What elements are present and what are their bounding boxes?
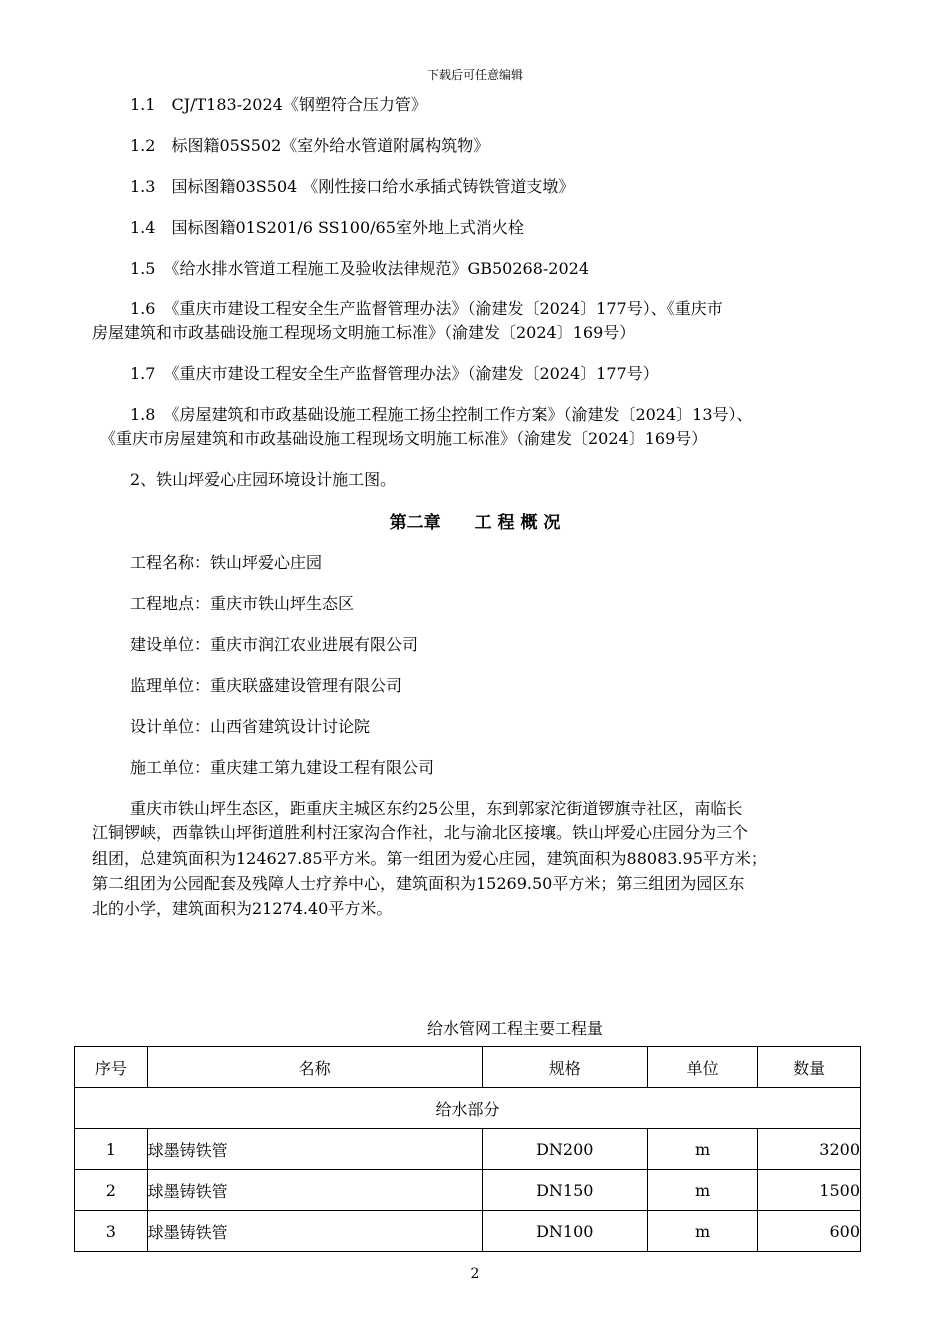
quantity-table — [74, 1046, 861, 1252]
row-spec: DN200 — [482, 1129, 647, 1170]
row-unit: m — [647, 1211, 757, 1252]
project-owner: 建设单位：重庆市润江农业进展有限公司 — [130, 635, 419, 654]
project-name: 工程名称：铁山坪爱心庄园 — [130, 553, 323, 572]
description-line: 重庆市铁山坪生态区，距重庆主城区东约25公里，东到郭家沱街道锣旗寺社区，南临长 — [130, 799, 743, 818]
row-qty: 3200 — [758, 1129, 861, 1170]
row-no: 2 — [75, 1170, 148, 1211]
reference-1-5: 1.5 《给水排水管道工程施工及验收法律规范》GB50268-2024 — [130, 259, 590, 278]
description-line: 北的小学，建筑面积为21274.40平方米。 — [92, 899, 393, 918]
row-unit: m — [647, 1170, 757, 1211]
description-line: 江铜锣峡，西靠铁山坪街道胜利村汪家沟合作社，北与渝北区接壤。铁山坪爱心庄园分为三个 — [92, 823, 749, 842]
row-name: 球墨铸铁管 — [147, 1129, 482, 1170]
project-contractor: 施工单位：重庆建工第九建设工程有限公司 — [130, 758, 435, 777]
table-row — [75, 1211, 861, 1252]
project-location: 工程地点：重庆市铁山坪生态区 — [130, 594, 355, 613]
row-spec: DN150 — [482, 1170, 647, 1211]
reference-1-8-cont: 《重庆市房屋建筑和市政基础设施工程现场文明施工标准》（渝建发〔2024〕169号） — [100, 429, 708, 448]
table-row — [75, 1129, 861, 1170]
row-spec: DN100 — [482, 1211, 647, 1252]
header-no: 序号 — [75, 1047, 148, 1088]
description-line: 组团，总建筑面积为124627.85平方米。第一组团为爱心庄园，建筑面积为88083.95平方米； — [92, 849, 767, 868]
row-qty: 600 — [758, 1211, 861, 1252]
page-number: 2 — [470, 1266, 480, 1282]
header-unit: 单位 — [647, 1047, 757, 1088]
reference-1-6-cont: 房屋建筑和市政基础设施工程现场文明施工标准》（渝建发〔2024〕169号） — [92, 323, 636, 342]
reference-2: 2、铁山坪爱心庄园环境设计施工图。 — [130, 470, 397, 489]
reference-1-3: 1.3 国标图籍03S504 《刚性接口给水承插式铸铁管道支墩》 — [130, 177, 575, 196]
chapter-title: 第二章 工 程 概 况 — [389, 513, 561, 533]
reference-1-8: 1.8 《房屋建筑和市政基础设施工程施工扬尘控制工作方案》（渝建发〔2024〕13号）、 — [130, 405, 753, 424]
reference-1-1: 1.1 CJ/T183-2024《钢塑符合压力管》 — [130, 95, 427, 114]
table-section-row — [75, 1088, 861, 1129]
table-header-row — [75, 1047, 861, 1088]
reference-1-2: 1.2 标图籍05S502《室外给水管道附属构筑物》 — [130, 136, 490, 155]
row-name: 球墨铸铁管 — [147, 1170, 482, 1211]
table-title: 给水管网工程主要工程量 — [426, 1019, 603, 1038]
header-note: 下载后可任意编辑 — [426, 68, 523, 82]
row-no: 3 — [75, 1211, 148, 1252]
header-spec: 规格 — [482, 1047, 647, 1088]
reference-1-7: 1.7 《重庆市建设工程安全生产监督管理办法》（渝建发〔2024〕177号） — [130, 364, 659, 383]
section-label: 给水部分 — [75, 1088, 861, 1129]
row-qty: 1500 — [758, 1170, 861, 1211]
row-unit: m — [647, 1129, 757, 1170]
reference-1-4: 1.4 国标图籍01S201/6 SS100/65室外地上式消火栓 — [130, 218, 524, 237]
project-supervisor: 监理单位：重庆联盛建设管理有限公司 — [130, 676, 403, 695]
reference-1-6: 1.6 《重庆市建设工程安全生产监督管理办法》（渝建发〔2024〕177号）、《重庆市 — [130, 299, 723, 318]
project-designer: 设计单位：山西省建筑设计讨论院 — [130, 717, 371, 736]
table-row — [75, 1170, 861, 1211]
row-name: 球墨铸铁管 — [147, 1211, 482, 1252]
row-no: 1 — [75, 1129, 148, 1170]
header-qty: 数量 — [758, 1047, 861, 1088]
header-name: 名称 — [147, 1047, 482, 1088]
description-line: 第二组团为公园配套及残障人士疗养中心，建筑面积为15269.50平方米；第三组团为园区东 — [92, 874, 745, 893]
